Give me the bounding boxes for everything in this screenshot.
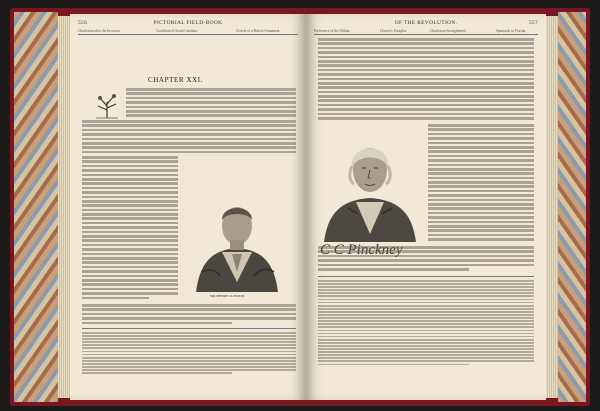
page-edges-right — [546, 16, 558, 398]
marbled-edge-left — [14, 12, 58, 402]
body-text-block — [82, 120, 296, 155]
right-subheadings — [314, 29, 538, 35]
right-subheading-2: Clinton's Scruples. — [380, 29, 408, 33]
marbled-edge-right — [558, 12, 586, 402]
left-running-head — [78, 20, 298, 28]
left-subheading-3: Arrival of a British Armament. — [236, 29, 281, 33]
right-body-text-column — [428, 124, 534, 243]
left-footnotes — [82, 332, 296, 375]
clinton-portrait-caption: SIR HENRY CLINTON — [210, 294, 245, 298]
right-running-head — [314, 20, 538, 28]
right-footnote-separator — [318, 276, 534, 277]
left-subheadings — [78, 29, 298, 35]
page-edges-left — [58, 16, 70, 398]
tree-illustration-icon — [92, 90, 122, 120]
right-footnotes — [318, 280, 534, 367]
left-subheading-2: Condition of South Carolina. — [156, 29, 198, 33]
left-page-number: 556 — [78, 20, 88, 26]
left-subheading-1: Charleston after the Invasion. — [78, 29, 121, 33]
body-text-column-left — [82, 156, 178, 301]
right-subheading-3: Charleston Strengthened. — [430, 29, 467, 33]
footnote-separator — [82, 328, 296, 329]
right-subheading-4: Spaniards in Florida. — [496, 29, 527, 33]
right-page — [306, 14, 546, 400]
right-running-title: OF THE REVOLUTION. — [394, 20, 458, 26]
body-text-block-lower — [82, 304, 296, 326]
left-page — [70, 14, 306, 400]
right-subheading-1: Preference of the Militia. — [314, 29, 351, 33]
chapter-heading: CHAPTER XXI. — [148, 76, 204, 84]
right-page-number: 557 — [528, 20, 538, 26]
intro-text-block — [126, 88, 296, 119]
right-body-text-lower — [318, 246, 534, 272]
left-running-title: PICTORIAL FIELD-BOOK — [153, 20, 223, 26]
pinckney-portrait-illustration — [318, 124, 422, 242]
clinton-portrait-illustration — [182, 192, 292, 292]
right-body-text-top — [318, 38, 534, 121]
